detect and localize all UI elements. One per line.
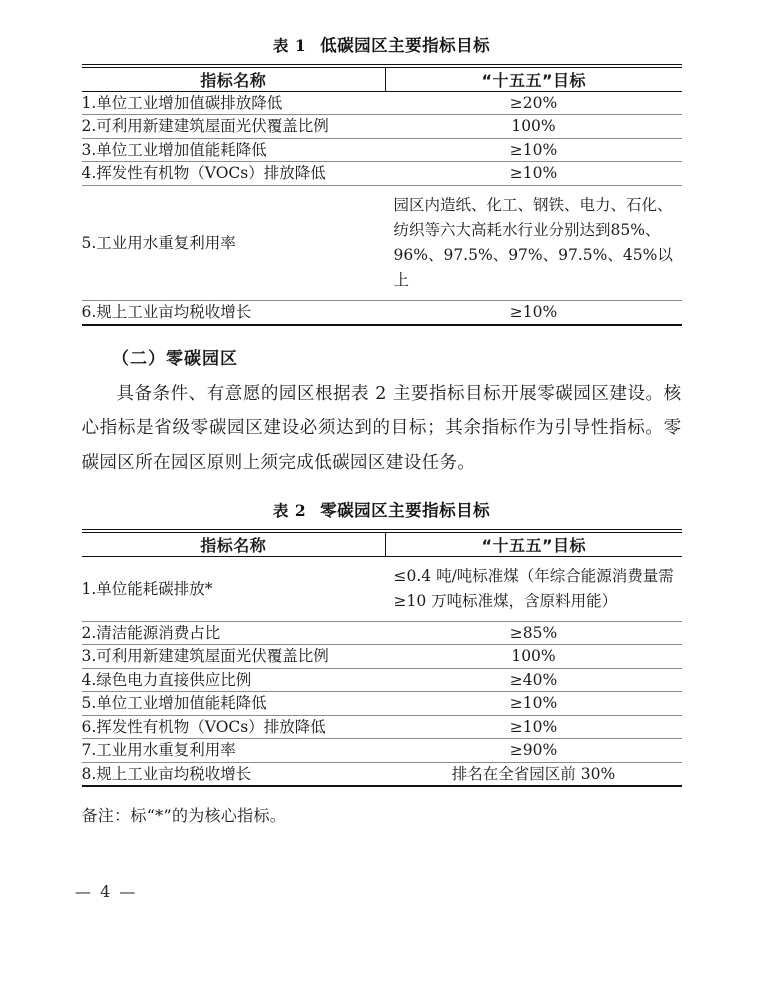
table2-row4-name: 4.绿色电力直接供应比例 (82, 668, 386, 691)
table2-note: 备注：标“*”的为核心指标。 (81, 806, 287, 826)
table2-row8-name: 8.规上工业亩均税收增长 (82, 762, 386, 785)
table2-row8-value: 排名在全省园区前 30% (386, 762, 682, 785)
table-row (82, 645, 682, 668)
table2-row6-name: 6.挥发性有机物（VOCs）排放降低 (82, 715, 386, 738)
table1-row4-value: ≥10% (386, 162, 682, 185)
table1-caption-number: 1 (294, 36, 307, 55)
table1-header-target: “十五五”目标 (386, 68, 682, 92)
table2-caption-number: 2 (294, 500, 307, 520)
table1-row5-name: 5.工业用水重复利用率 (82, 185, 386, 300)
table2-row7-name: 7.工业用水重复利用率 (82, 739, 386, 762)
table-row (82, 621, 682, 644)
section-paragraph: 具备条件、有意愿的园区根据表 2 主要指标目标开展零碳园区建设。核心指标是省级零碳园区建设必须达到的目标；其余指标作为引导性指标。零碳园区所在园区原则上须完成低碳园区建设任务。 (81, 383, 682, 474)
table1-row4-name: 4.挥发性有机物（VOCs）排放降低 (82, 162, 386, 185)
table1-row2-name: 2.可利用新建建筑屋面光伏覆盖比例 (82, 115, 386, 138)
table-row (82, 115, 682, 138)
table1-caption-text: 低碳园区主要指标目标 (320, 36, 491, 55)
table1-header-row (82, 68, 682, 92)
table2-row5-value: ≥10% (386, 692, 682, 715)
table-row (82, 138, 682, 161)
table-row (82, 692, 682, 715)
table-row (82, 762, 682, 785)
table2-row2-name: 2.清洁能源消费占比 (82, 621, 386, 644)
page-number: — 4 — (75, 882, 138, 901)
table1-row6-value: ≥10% (386, 301, 682, 324)
table1-wrapper (82, 64, 682, 326)
table2-caption (0, 497, 763, 521)
table1-row3-value: ≥10% (386, 138, 682, 161)
table1-caption (0, 32, 763, 56)
table2-row1-name: 1.单位能耗碳排放* (82, 556, 386, 621)
table1-row1-value: ≥20% (386, 92, 682, 115)
table2-row7-value: ≥90% (386, 739, 682, 762)
table-row (82, 556, 682, 621)
table1-caption-label: 表 (272, 36, 289, 55)
table-row (82, 301, 682, 324)
table1-row1-name: 1.单位工业增加值碳排放降低 (82, 92, 386, 115)
table2-header-row (82, 532, 682, 556)
table-row (82, 739, 682, 762)
table2-row3-value: 100% (386, 645, 682, 668)
table2-row2-value: ≥85% (386, 621, 682, 644)
table2-row6-value: ≥10% (386, 715, 682, 738)
table1-header-indicator-name: 指标名称 (82, 68, 386, 92)
table-row (82, 715, 682, 738)
table-row (82, 185, 682, 300)
table2-row5-name: 5.单位工业增加值能耗降低 (82, 692, 386, 715)
table-row (82, 162, 682, 185)
table2-wrapper (82, 529, 682, 788)
table2 (82, 532, 682, 787)
table2-header-indicator-name: 指标名称 (82, 532, 386, 556)
table2-header-target: “十五五”目标 (386, 532, 682, 556)
table2-caption-label: 表 (272, 500, 289, 520)
table1 (82, 67, 682, 325)
table2-row1-value: ≤0.4 吨/吨标准煤（年综合能源消费量需≥10 万吨标准煤，含原料用能） (386, 556, 682, 621)
table2-caption-text: 零碳园区主要指标目标 (320, 500, 491, 520)
table1-row3-name: 3.单位工业增加值能耗降低 (82, 138, 386, 161)
table2-row4-value: ≥40% (386, 668, 682, 691)
section-heading-zero-carbon: （二）零碳园区 (112, 348, 238, 369)
table-row (82, 92, 682, 115)
table-row (82, 668, 682, 691)
table2-row3-name: 3.可利用新建建筑屋面光伏覆盖比例 (82, 645, 386, 668)
table1-row6-name: 6.规上工业亩均税收增长 (82, 301, 386, 324)
table1-row2-value: 100% (386, 115, 682, 138)
table1-row5-value: 园区内造纸、化工、钢铁、电力、石化、纺织等六大高耗水行业分别达到85%、96%、97.5%、97%、97.5%、45%以上 (386, 185, 682, 300)
